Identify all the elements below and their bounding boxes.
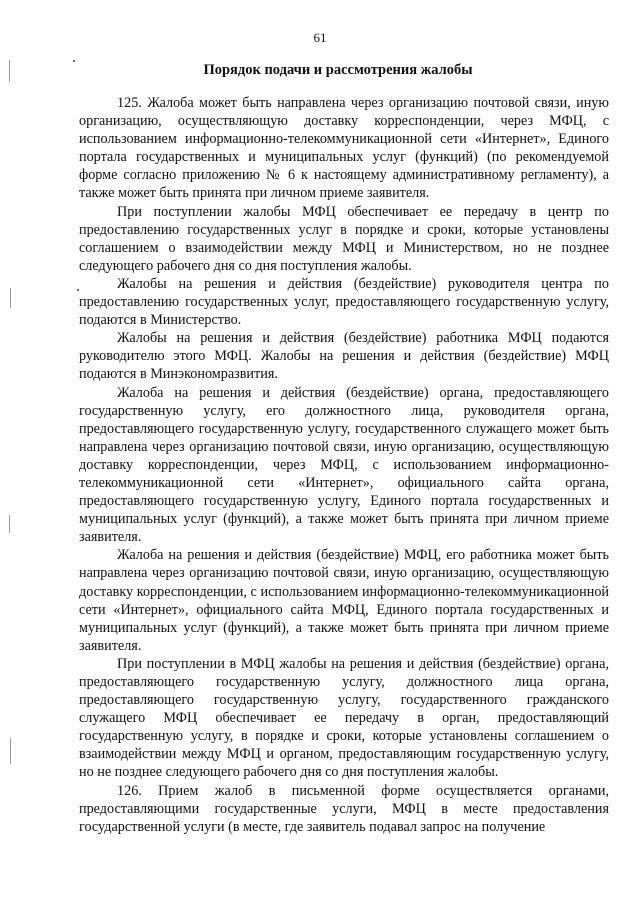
paragraph-mfc-transfer: При поступлении жалобы МФЦ обеспечивает ее передачу в центр по предоставлению государственных услуг в порядке и сроки, которые установлены соглашением о взаимодействии между МФЦ и Министерством, но не позднее следующего рабочего дня со дня поступления жалобы. — [79, 203, 609, 274]
paragraph-125: 125. Жалоба может быть направлена через организацию почтовой связи, иную организацию, осуществляющую доставку корреспонденции, через МФЦ, с использованием информационно-телекоммуникационной сети «Интернет», Единого портала государственных и муниципальных услуг (функций) (по рекомендуемой форме согласно приложению № 6 к настоящему административному регламенту), а также может быть принята при личном приеме заявителя. — [79, 95, 609, 202]
scan-artifact — [10, 738, 11, 764]
scan-artifact — [9, 515, 10, 533]
scan-artifact — [9, 60, 10, 82]
paragraph-organ-complaints: Жалоба на решения и действия (бездействие) органа, предоставляющего государственную услугу, его должностного лица, руководителя органа, предоставляющего государственную услугу, государственного служащего может быть направлена через организацию почтовой связи, иную организацию, осуществляющую доставку корреспонденции, через МФЦ, с использованием информационно-телекоммуникационной сети «Интернет», официального сайта органа, предоставляющего государственную услугу, Единого портала государственных и муниципальных услуг (функций), а также может быть принята при личном приеме заявителя. — [79, 384, 609, 546]
paragraph-mfc-organ-transfer: При поступлении в МФЦ жалобы на решения и действия (бездействие) органа, предоставляющего государственную услугу, должностного лица органа, предоставляющего государственную услугу, государственного гражданского служащего МФЦ обеспечивает ее передачу в орган, предоставляющий государственную услугу, в порядке и сроки, которые установлены соглашением о взаимодействии между МФЦ и органом, предоставляющим государственную услугу, но не позднее следующего рабочего дня со дня поступления жалобы. — [79, 655, 609, 781]
scan-artifact — [73, 60, 75, 62]
section-title: Порядок подачи и рассмотрения жалобы — [203, 62, 473, 78]
scan-artifact — [77, 289, 79, 291]
page-number: 61 — [313, 30, 327, 45]
paragraph-126: 126. Прием жалоб в письменной форме осуществляется органами, предоставляющими государственные услуги, МФЦ в месте предоставления государственной услуги (в месте, где заявитель подавал запрос на получение — [79, 782, 609, 835]
document-body — [79, 94, 609, 836]
paragraph-center-head-complaints: Жалобы на решения и действия (бездействие) руководителя центра по предоставлению государственных услуг, предоставляющего государственную услугу, подаются в Министерство. — [79, 275, 609, 329]
paragraph-mfc-complaints: Жалоба на решения и действия (бездействие) МФЦ, его работника может быть направлена через организацию почтовой связи, иную организацию, осуществляющую доставку корреспонденции, с использованием информационно-телекоммуникационной сети «Интернет», официального сайта МФЦ, Единого портала государственных и муниципальных услуг (функций), а также может быть принята при личном приеме заявителя. — [79, 547, 609, 654]
scan-artifact — [10, 288, 11, 308]
paragraph-mfc-worker-complaints: Жалобы на решения и действия (бездействие) работника МФЦ подаются руководителю этого МФЦ. Жалобы на решения и действия (бездействие) МФЦ подаются в Минэкономразвития. — [79, 330, 609, 383]
